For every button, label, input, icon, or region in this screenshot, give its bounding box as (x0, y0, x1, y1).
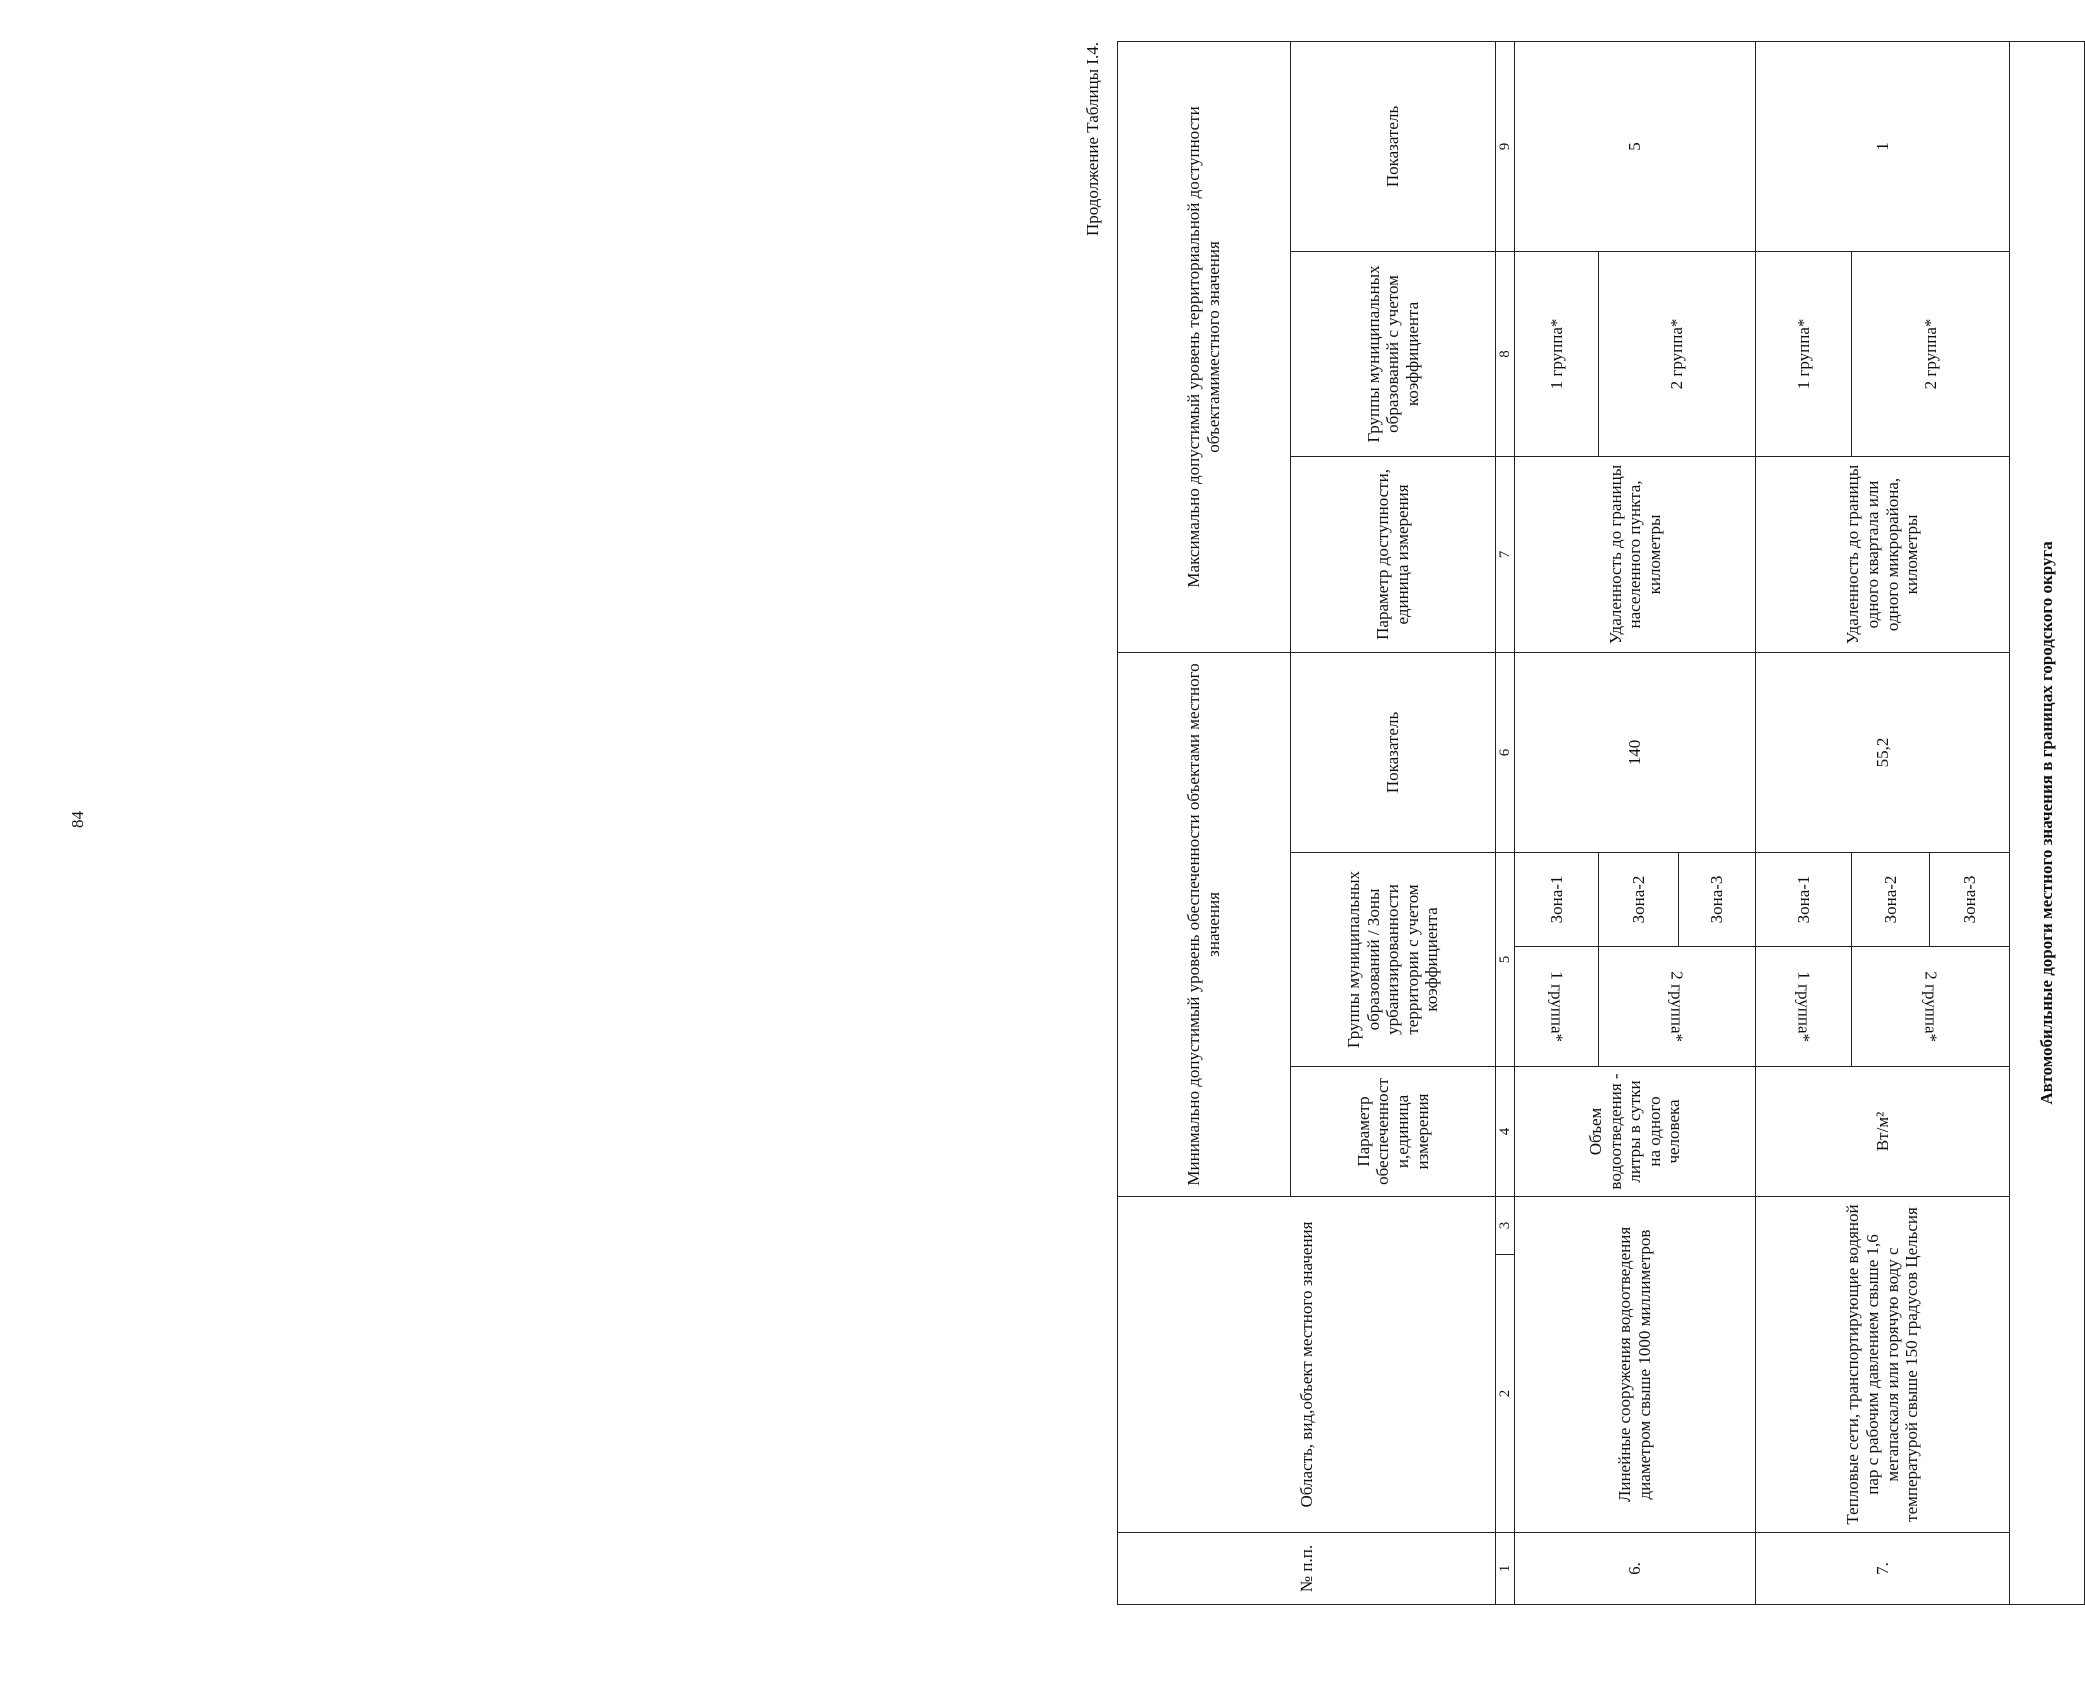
norms-table (1117, 41, 2085, 1605)
index-cell: 4 (1496, 1066, 1515, 1196)
row-group-1 (1756, 946, 1852, 1066)
header-indicator: Показатель (1291, 652, 1496, 852)
row-zone-3: Зона-3 (1930, 852, 2010, 946)
group-label: 1 группа* (1547, 971, 1567, 1042)
header-row-top (1118, 41, 1291, 1604)
row-access-group-2: 2 группа* (1852, 251, 2010, 456)
row-num: 6. (1515, 1533, 1756, 1605)
header-groups-zones: Группы муниципальных образований / Зоны урбанизированности территории с учетом коэффициента (1291, 852, 1496, 1066)
row-group-1 (1515, 946, 1599, 1066)
row-group-2 (1852, 946, 2010, 1066)
row-param-access: Удаленность до границы населенного пункта, километры (1515, 456, 1756, 652)
header-min-level: Минимально допустимый уровень обеспеченности объектами местного значения (1118, 652, 1291, 1196)
header-max-level: Максимально допустимый уровень территориальной доступности объектамиместного значения (1118, 41, 1291, 652)
header-area: Область, вид,объект местного значения (1118, 1196, 1496, 1532)
header-num: № п.п. (1118, 1533, 1496, 1605)
row-indicator-2: 1 (1756, 41, 2010, 251)
index-cell: 6 (1496, 652, 1515, 852)
header-indicator-2: Показатель (1291, 41, 1496, 251)
index-cell: 9 (1496, 41, 1515, 251)
row-zone-2: Зона-2 (1852, 852, 1930, 946)
row-access-group-1: 1 группа* (1515, 251, 1599, 456)
index-cell: 5 (1496, 852, 1515, 1066)
index-cell: 7 (1496, 456, 1515, 652)
table-row (1756, 41, 1852, 1604)
row-group-2 (1599, 946, 1756, 1066)
row-zone-3: Зона-3 (1679, 852, 1756, 946)
row-access-group-1: 1 группа* (1756, 251, 1852, 456)
index-row (1496, 41, 1515, 1604)
index-cell: 2 (1496, 1255, 1515, 1533)
row-object: Тепловые сети, транспортирующие водяной пар с рабочим давлением свыше 1,6 мегапаскаля или горячую воду с температурой свыше 150 градусов Цельсия (1756, 1196, 2010, 1532)
section-row (2010, 41, 2085, 1604)
header-param-access: Параметр доступности, единица измерения (1291, 456, 1496, 652)
continuation-label: Продолжение Таблицы I.4. (1083, 42, 1102, 236)
section-title: Автомобильные дороги местного значения в границах городского округа (2010, 41, 2085, 1604)
rotated-page-content (1075, 40, 2057, 1605)
row-param-supply: Вт/м² (1756, 1066, 2010, 1196)
index-cell: 1 (1496, 1533, 1515, 1605)
row-zone-1: Зона-1 (1756, 852, 1852, 946)
page-number: 84 (68, 811, 87, 828)
row-num: 7. (1756, 1533, 2010, 1605)
row-indicator-2: 5 (1515, 41, 1756, 251)
row-param-supply: Объем водоотведения - литры в сутки на одного человека (1515, 1066, 1756, 1196)
row-zone-1: Зона-1 (1515, 852, 1599, 946)
row-indicator: 140 (1515, 652, 1756, 852)
row-indicator: 55,2 (1756, 652, 2010, 852)
row-param-access: Удаленность до границы одного квартала или одного микрорайона, километры (1756, 456, 2010, 652)
row-access-group-2: 2 группа* (1599, 251, 1756, 456)
row-object: Линейные сооружения водоотведения диаметром свыше 1000 миллиметров (1515, 1196, 1756, 1532)
group-label: 2 группа* (1667, 971, 1687, 1042)
group-label: 2 группа* (1921, 971, 1941, 1042)
index-cell: 3 (1496, 1196, 1515, 1254)
table-row (1515, 41, 1599, 1604)
header-param-supply: Параметр обеспеченност и,единица измерения (1291, 1066, 1496, 1196)
row-zone-2: Зона-2 (1599, 852, 1679, 946)
header-groups-coeff: Группы муниципальных образований с учетом коэффициента (1291, 251, 1496, 456)
index-cell: 8 (1496, 251, 1515, 456)
group-label: 1 группа* (1794, 971, 1814, 1042)
